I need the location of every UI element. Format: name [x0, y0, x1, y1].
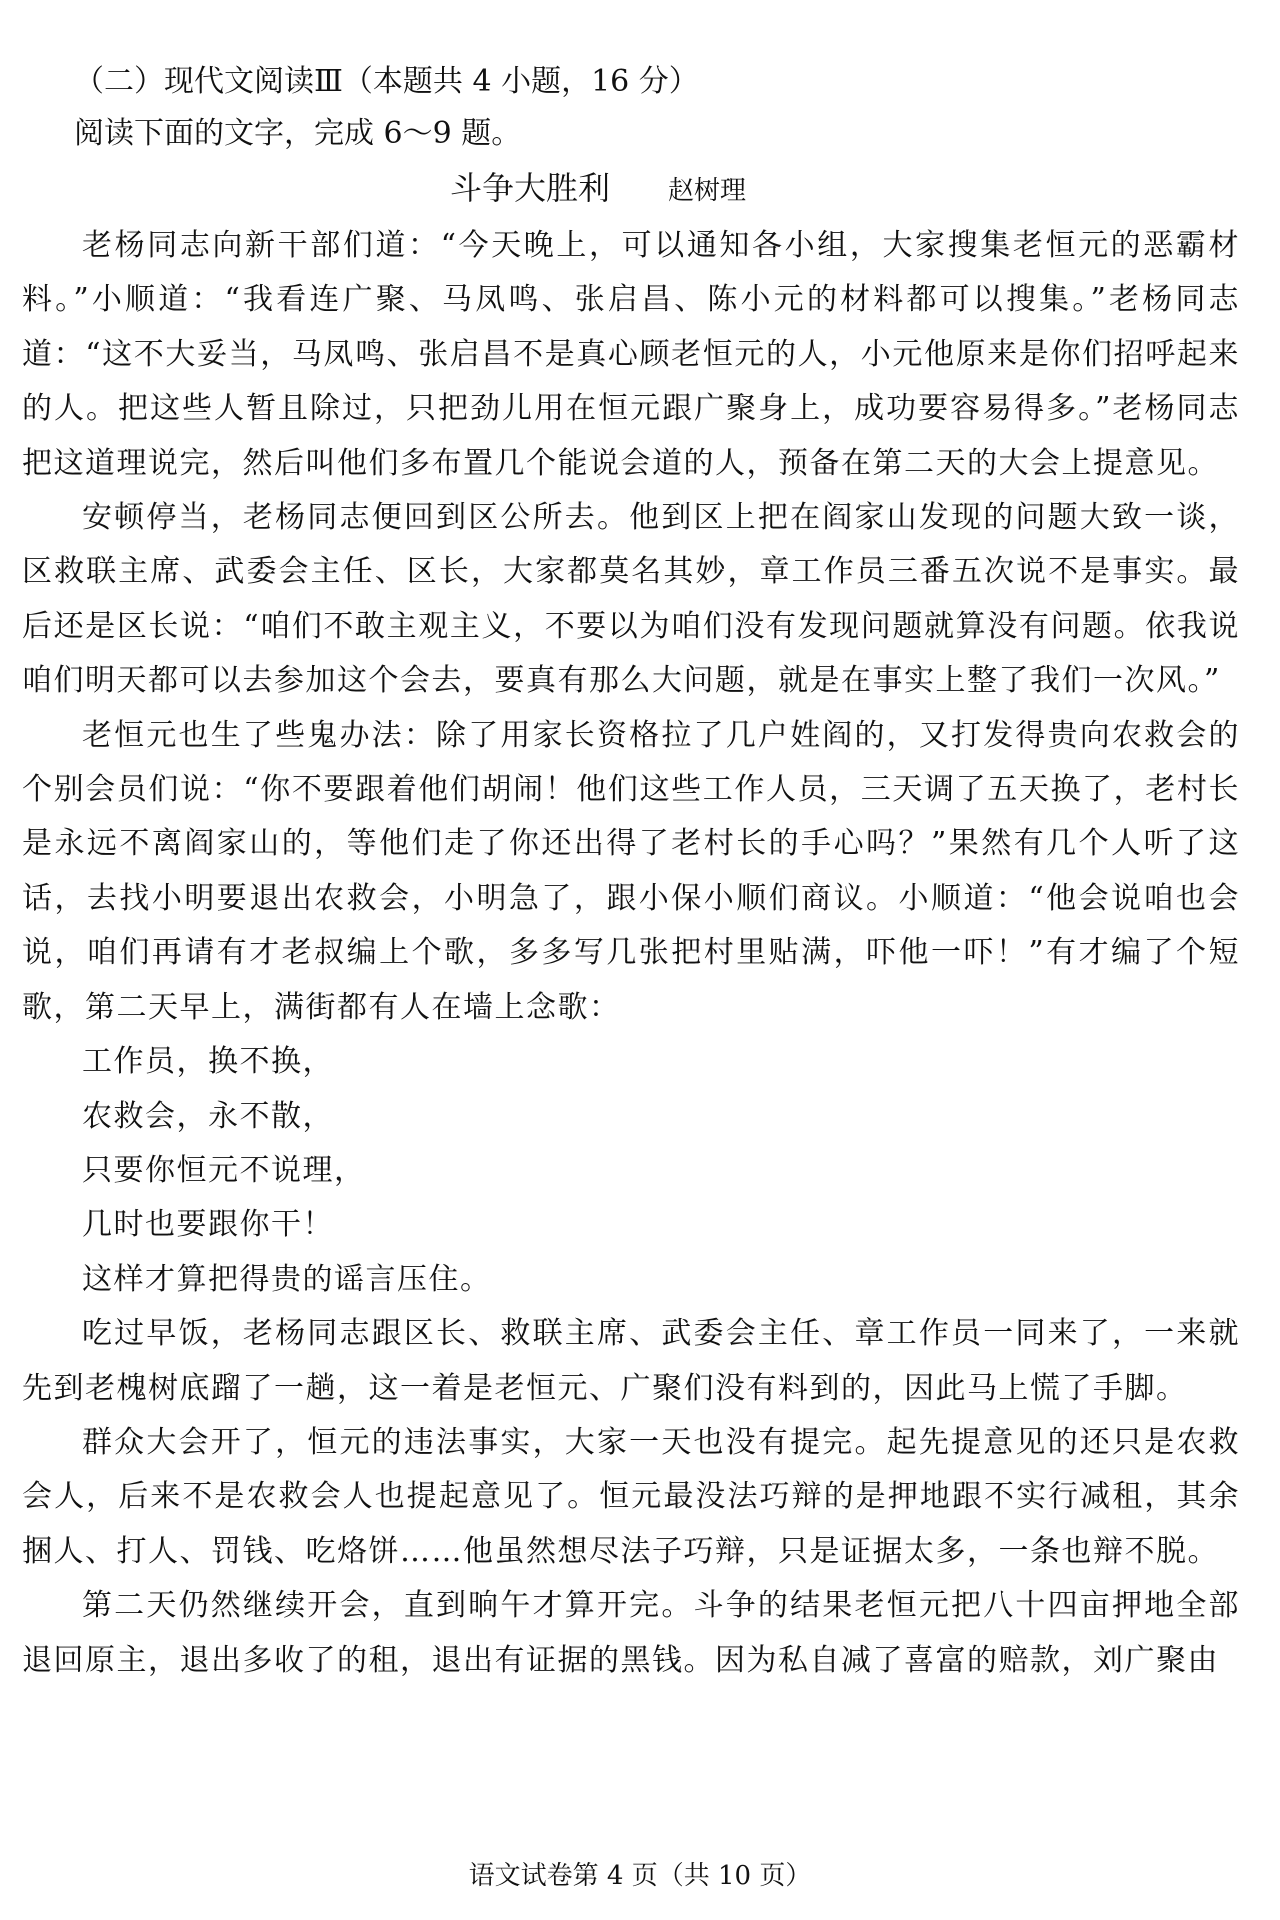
page-footer: 语文试卷第 4 页（共 10 页）	[468, 1861, 812, 1891]
verse-line-2: 农救会，永不散，	[82, 1098, 334, 1134]
paragraph-5: 吃过早饭，老杨同志跟区长、救联主席、武委会主任、章工作员一同来了，一来就先到老槐树底蹓了一趟，这一着是老恒元、广聚们没有料到的，因此马上慌了手脚。	[22, 1316, 1240, 1406]
article-author: 赵树理	[668, 176, 747, 206]
verse-line-4: 几时也要跟你干！	[82, 1207, 334, 1243]
section-heading: （二）现代文阅读Ⅲ（本题共 4 小题，16 分）	[74, 64, 699, 99]
verse-line-1: 工作员，换不换，	[82, 1044, 334, 1080]
paragraph-3: 老恒元也生了些鬼办法：除了用家长资格拉了几户姓阎的，又打发得贵向农救会的个别会员们说：“你不要跟着他们胡闹！他们这些工作人员，三天调了五天换了，老村长是永远不离阎家山的，等他们走了你还出得了老村长的手心吗？”果然有几个人听了这话，去找小明要退出农救会，小明急了，跟小保小顺们商议。小顺道：“他会说咱也会说，咱们再请有才老叔编上个歌，多多写几张把村里贴满，吓他一吓！”有才编了个短歌，第二天早上，满街都有人在墙上念歌：	[22, 717, 1240, 1025]
paragraph-4: 这样才算把得贵的谣言压住。	[82, 1261, 492, 1297]
article-title: 斗争大胜利	[450, 169, 611, 207]
article-title-line	[22, 160, 1240, 219]
paragraph-1: 老杨同志向新干部们道：“今天晚上，可以通知各小组，大家搜集老恒元的恶霸材料。”小顺道：“我看连广聚、马凤鸣、张启昌、陈小元的材料都可以搜集。”老杨同志道：“这不大妥当，马凤鸣、张启昌不是真心顾老恒元的人，小元他原来是你们招呼起来的人。把这些人暂且除过，只把劲儿用在恒元跟广聚身上，成功要容易得多。”老杨同志把这道理说完，然后叫他们多布置几个能说会道的人，预备在第二天的大会上提意见。	[22, 228, 1240, 481]
reading-instruction: 阅读下面的文字，完成 6～9 题。	[74, 116, 522, 151]
paragraph-6: 群众大会开了，恒元的违法事实，大家一天也没有提完。起先提意见的还只是农救会人，后来不是农救会人也提起意见了。恒元最没法巧辩的是押地跟不实行减租，其余捆人、打人、罚钱、吃烙饼……他虽然想尽法子巧辩，只是证据太多，一条也辩不脱。	[22, 1424, 1240, 1569]
paragraph-7: 第二天仍然继续开会，直到晌午才算开完。斗争的结果老恒元把八十四亩押地全部退回原主，退出多收了的租，退出有证据的黑钱。因为私自减了喜富的赔款，刘广聚由	[22, 1588, 1240, 1678]
exam-page	[22, 56, 1240, 1688]
paragraph-2: 安顿停当，老杨同志便回到区公所去。他到区上把在阎家山发现的问题大致一谈，区救联主席、武委会主任、区长，大家都莫名其妙，章工作员三番五次说不是事实。最后还是区长说：“咱们不敢主观主义，不要以为咱们没有发现问题就算没有问题。依我说咱们明天都可以去参加这个会去，要真有那么大问题，就是在事实上整了我们一次风。”	[22, 500, 1240, 699]
verse-line-3: 只要你恒元不说理，	[82, 1152, 366, 1188]
